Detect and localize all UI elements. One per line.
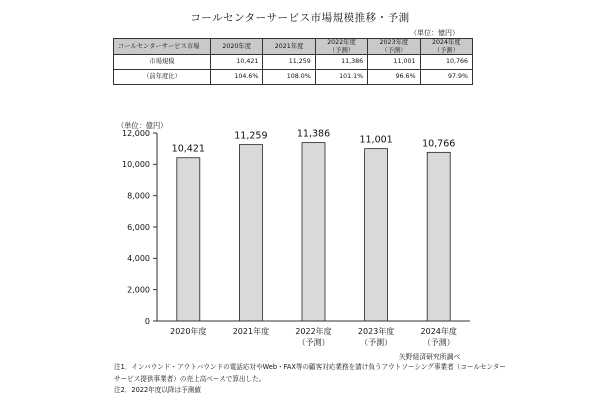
x-tick-sublabel: （予測） — [297, 338, 330, 347]
y-tick-label: 4,000 — [127, 254, 150, 264]
y-tick-label: 6,000 — [127, 222, 150, 232]
column-header-line2: （予測） — [328, 46, 355, 54]
y-tick-label: 0 — [144, 316, 150, 326]
source-credit: 矢野経済研究所調べ — [399, 353, 461, 361]
x-tick-label: 2020年度 — [170, 327, 207, 336]
y-tick-label: 2,000 — [127, 285, 150, 295]
column-header-line1: 2020年度 — [222, 42, 251, 50]
table-cell: 101.1% — [315, 70, 367, 85]
bar-series — [172, 129, 456, 321]
bar — [302, 143, 325, 321]
bar-value-label: 11,259 — [234, 130, 268, 142]
table-cell: 10,766 — [420, 55, 472, 70]
table-cell: 97.9% — [420, 70, 472, 85]
table-unit-label: （単位：億円） — [410, 29, 459, 37]
column-header-line1: 2023年度 — [379, 39, 409, 46]
x-tick-label: 2022年度 — [295, 327, 332, 336]
footnote-line: 注2．2022年度以降は予測値 — [114, 386, 201, 394]
x-tick-label: 2023年度 — [357, 327, 395, 336]
table-cell: 96.6% — [368, 70, 420, 85]
bar-value-label: 10,421 — [171, 143, 205, 155]
y-tick-label: 8,000 — [127, 191, 150, 201]
row-label: （前年度比） — [114, 70, 211, 85]
x-tick-sublabel: （予測） — [360, 338, 393, 347]
x-tick-sublabel: （予測） — [422, 338, 455, 347]
table-corner-header: コールセンターサービス市場 — [114, 39, 211, 55]
bar-value-label: 11,386 — [296, 128, 331, 140]
bar — [365, 149, 388, 321]
table-cell: 11,386 — [315, 55, 367, 70]
y-tick-label: 10,000 — [122, 160, 150, 170]
y-axis — [117, 121, 167, 326]
column-header-line1: 2022年度 — [327, 39, 356, 46]
row-label: 市場規模 — [114, 55, 211, 70]
column-header-line2: （予測） — [381, 46, 407, 54]
y-tick-label: 12,000 — [122, 128, 150, 138]
x-axis — [157, 321, 470, 347]
column-header-line1: 2021年度 — [274, 42, 304, 50]
bar-value-label: 10,766 — [422, 138, 456, 150]
bar — [239, 145, 262, 321]
bar — [427, 152, 450, 321]
y-axis-unit-label: （単位：億円） — [117, 121, 168, 130]
footnote-line: サービス提供事業者）の売上高ベースで算出した。 — [114, 374, 266, 383]
table-cell: 104.6% — [211, 70, 263, 85]
bar-value-label: 11,001 — [359, 134, 393, 146]
table-cell: 11,001 — [368, 55, 420, 70]
table-cell: 11,259 — [263, 55, 315, 70]
footnote-line: 注1．インバウンド・アウトバウンドの電話応対やWeb・FAX等の顧客対応業務を請け負うアウトソーシング事業者（コールセンター — [114, 363, 507, 371]
x-tick-label: 2024年度 — [420, 327, 457, 336]
footnotes — [114, 362, 507, 397]
page-title: コールセンターサービス市場規模推移・予測 — [190, 12, 410, 24]
x-tick-label: 2021年度 — [232, 327, 270, 336]
table-cell: 108.0% — [263, 70, 315, 85]
column-header-line2: （予測） — [433, 46, 459, 54]
table-cell: 10,421 — [211, 55, 263, 70]
column-header-line1: 2024年度 — [431, 39, 461, 46]
bar — [177, 158, 200, 321]
